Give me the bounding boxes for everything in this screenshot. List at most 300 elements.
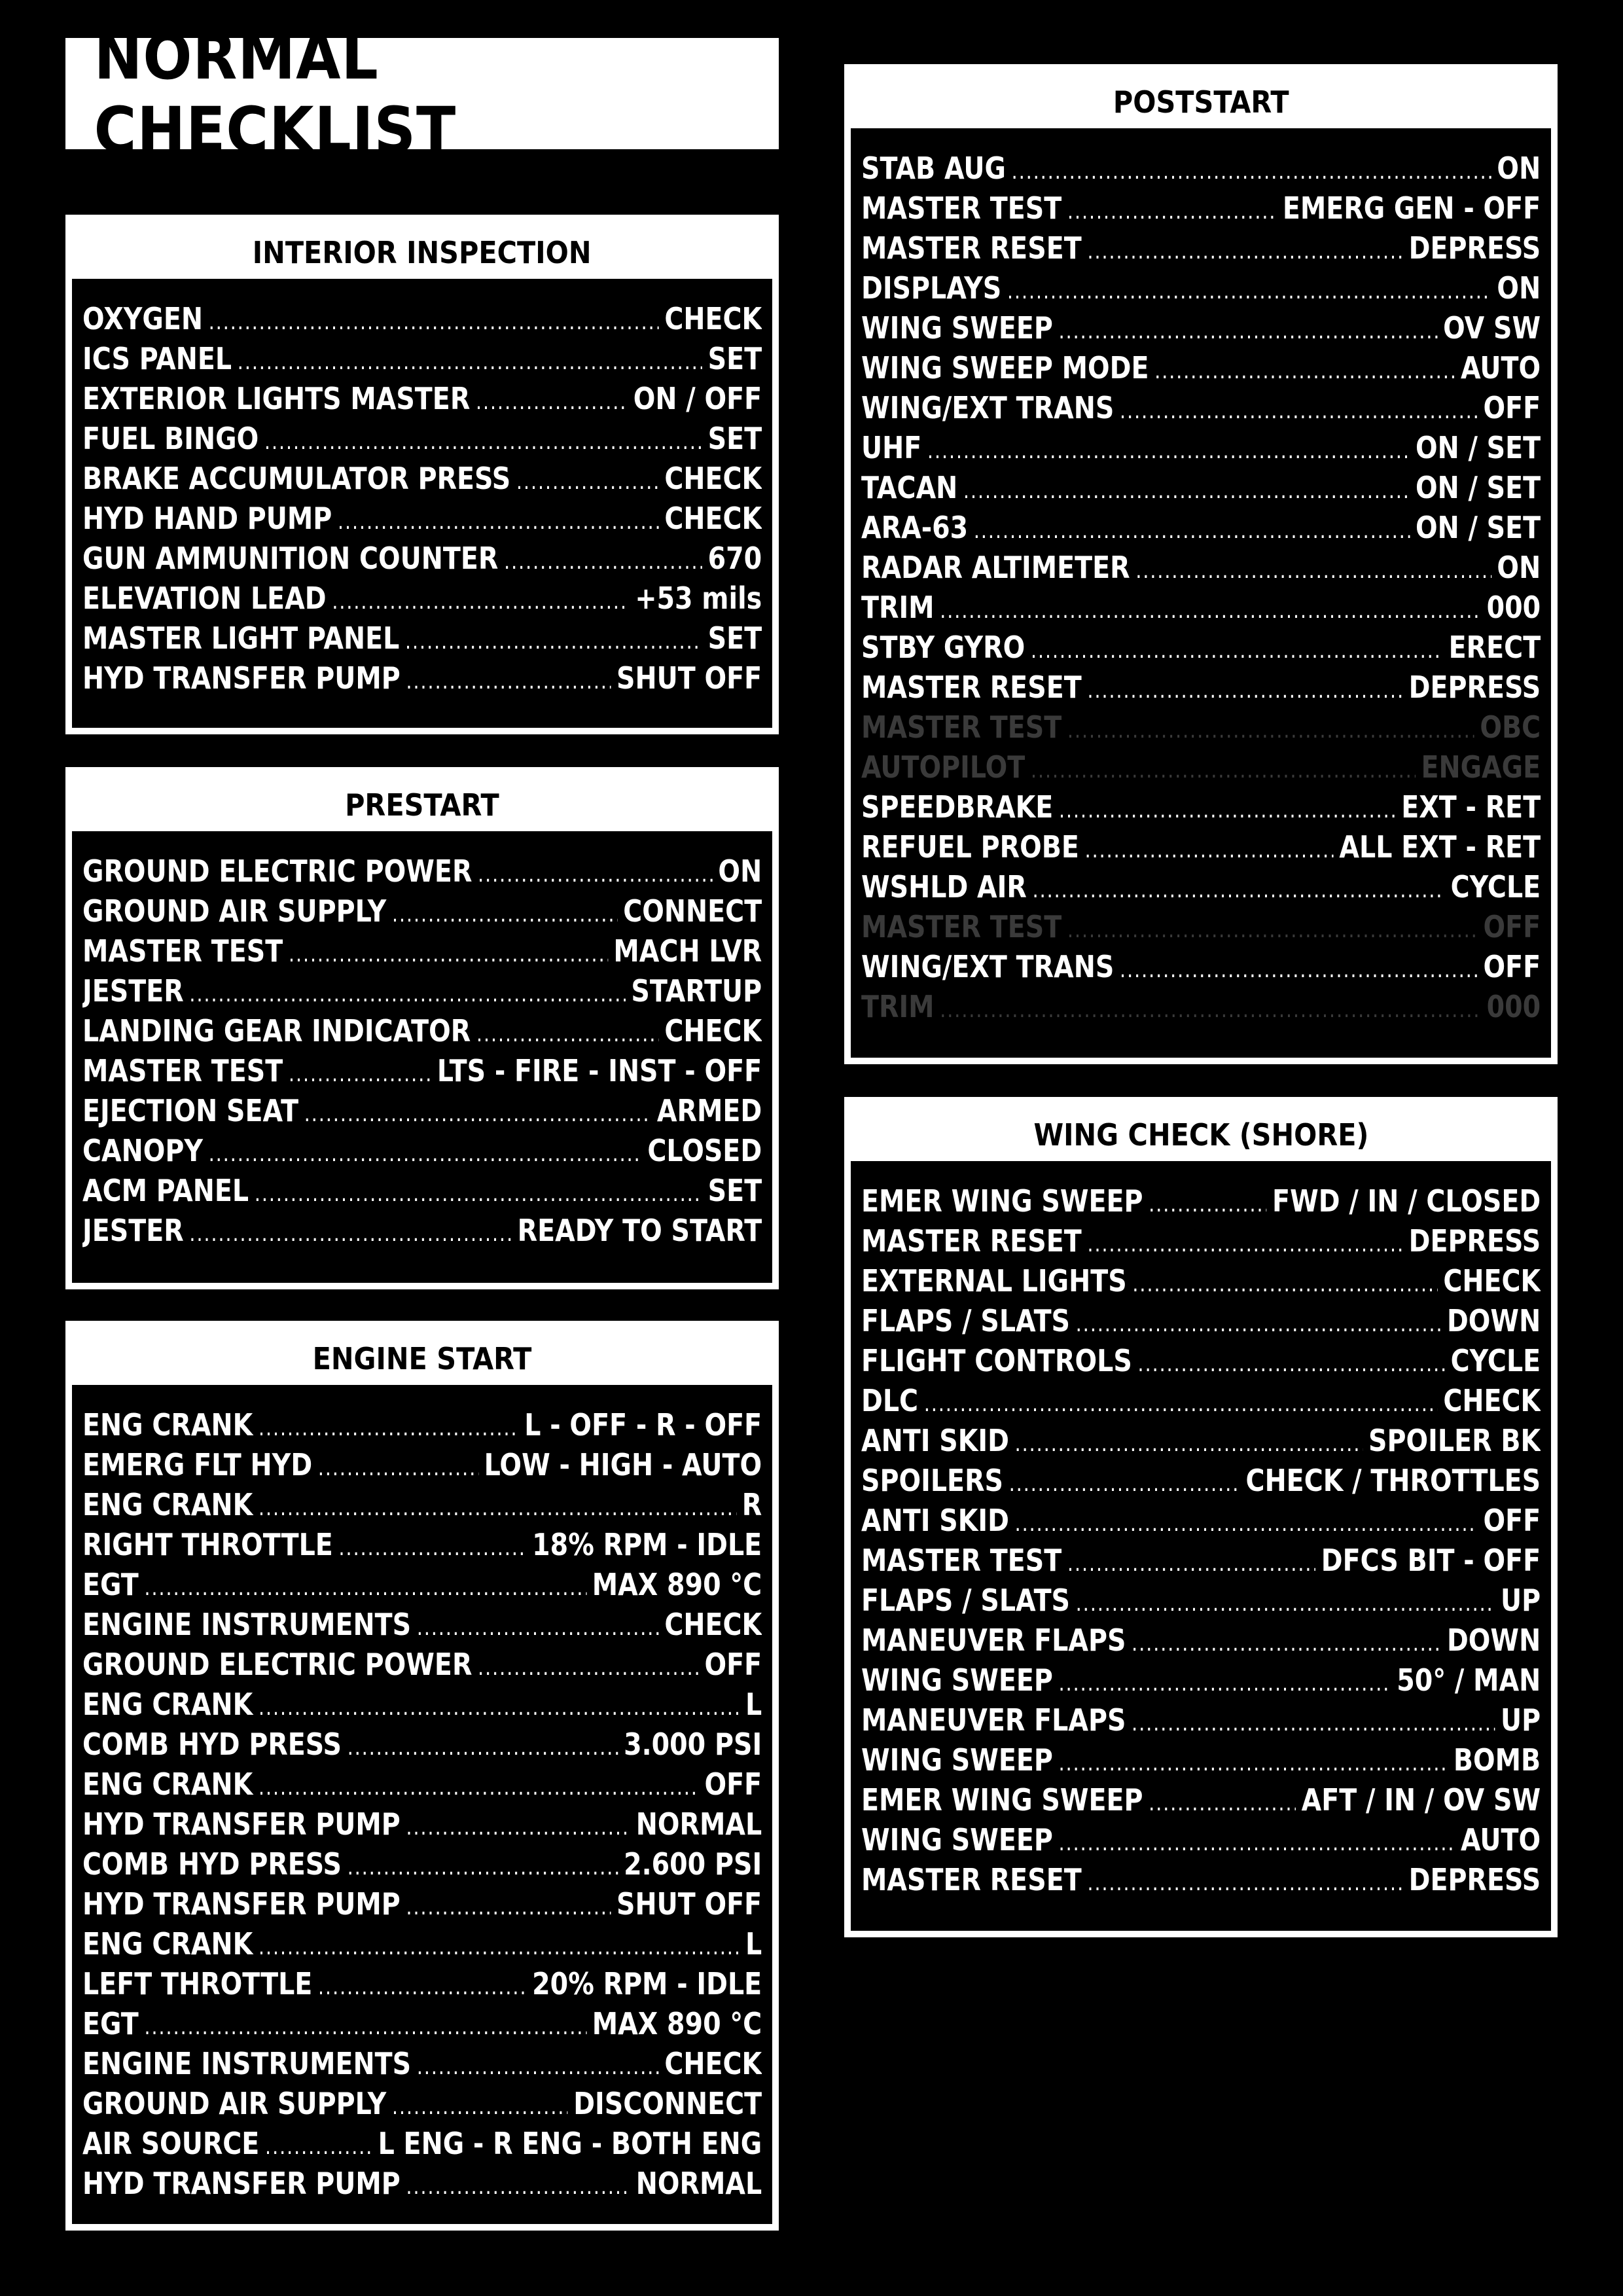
checklist-item-value: CLOSED	[647, 1133, 762, 1168]
checklist-item	[82, 1407, 762, 1447]
dot-leader	[406, 2174, 630, 2200]
checklist-item-value: DEPRESS	[1408, 670, 1541, 705]
checklist-item	[82, 1886, 762, 1926]
checklist-item-value: CHECK / THROTTLES	[1245, 1463, 1541, 1498]
checklist-item-label: HYD TRANSFER PUMP	[82, 2166, 401, 2201]
checklist-item-label: STBY GYRO	[861, 630, 1026, 665]
dot-leader	[1012, 158, 1491, 185]
checklist-item-label: HYD TRANSFER PUMP	[82, 1886, 401, 1922]
checklist-item-label: MASTER TEST	[861, 709, 1062, 745]
dot-leader	[1085, 837, 1334, 863]
checklist-item-value: OFF	[704, 1767, 762, 1802]
checklist-item-label: LANDING GEAR INDICATOR	[82, 1013, 471, 1049]
checklist-item	[861, 550, 1541, 590]
checklist-item-label: ARA-63	[861, 510, 969, 545]
dot-leader	[478, 861, 713, 888]
checklist-item-label: MASTER LIGHT PANEL	[82, 620, 400, 656]
dot-leader	[255, 1181, 702, 1207]
checklist-item	[861, 1223, 1541, 1263]
checklist-item-value: CYCLE	[1450, 1343, 1541, 1378]
dot-leader	[476, 1021, 659, 1047]
dot-leader	[1120, 398, 1478, 424]
dot-leader	[265, 2134, 372, 2160]
checklist-item-value: OFF	[1483, 909, 1541, 944]
checklist-item-label: FLIGHT CONTROLS	[861, 1343, 1132, 1378]
checklist-item-label: MASTER TEST	[82, 1053, 283, 1088]
dot-leader	[259, 1415, 519, 1441]
section-wing-check-shore	[844, 1097, 1558, 1937]
checklist-item	[861, 989, 1541, 1029]
checklist-item-label: BRAKE ACCUMULATOR PRESS	[82, 461, 511, 496]
dot-leader	[392, 2094, 568, 2120]
checklist-item-label: FUEL BINGO	[82, 421, 259, 456]
checklist-item-value: AFT / IN / OV SW	[1301, 1782, 1541, 1818]
checklist-item-label: EXTERIOR LIGHTS MASTER	[82, 381, 471, 416]
checklist-item-label: TRIM	[861, 989, 935, 1024]
checklist-item-value: 3.000 PSI	[624, 1727, 762, 1762]
checklist-item-label: ENG CRANK	[82, 1407, 253, 1443]
checklist-item	[861, 709, 1541, 749]
checklist-item-value: DOWN	[1446, 1623, 1541, 1658]
checklist-item-label: JESTER	[82, 1213, 184, 1248]
dot-leader	[1031, 637, 1443, 664]
dot-leader	[1058, 318, 1437, 344]
checklist-item	[861, 1862, 1541, 1902]
checklist-item	[82, 933, 762, 973]
checklist-item	[861, 949, 1541, 989]
checklist-item	[861, 749, 1541, 789]
dot-leader	[924, 1391, 1438, 1417]
checklist-item-label: MASTER TEST	[861, 909, 1062, 944]
checklist-item	[861, 270, 1541, 310]
checklist-item-label: ICS PANEL	[82, 341, 232, 376]
checklist-item-label: EMER WING SWEEP	[861, 1183, 1143, 1219]
page-title: NORMAL CHECKLIST	[94, 20, 457, 167]
checklist-item-value: L ENG - R ENG - BOTH ENG	[378, 2126, 762, 2161]
dot-leader	[504, 548, 702, 575]
checklist-item-label: JESTER	[82, 973, 184, 1009]
checklist-item-value: L	[745, 1926, 762, 1962]
checklist-item-label: WING/EXT TRANS	[861, 949, 1115, 984]
checklist-item-value: MACH LVR	[613, 933, 762, 969]
dot-leader	[348, 1734, 618, 1761]
checklist-item	[861, 1782, 1541, 1822]
dot-leader	[1132, 1710, 1495, 1736]
checklist-item-label: TACAN	[861, 470, 958, 505]
checklist-item-label: DISPLAYS	[861, 270, 1002, 306]
checklist-item-label: RADAR ALTIMETER	[861, 550, 1130, 585]
checklist-item-value: 18% RPM - IDLE	[532, 1527, 762, 1562]
checklist-item-value: CHECK	[1443, 1263, 1541, 1299]
dot-leader	[963, 478, 1410, 504]
checklist-item-value: DEPRESS	[1408, 1862, 1541, 1897]
checklist-item	[82, 381, 762, 421]
title-banner	[65, 20, 779, 167]
section-header: PRESTART	[72, 774, 772, 831]
checklist-item-value: OV SW	[1443, 310, 1541, 346]
checklist-item-value: CHECK	[664, 301, 762, 336]
checklist-item-label: ENGINE INSTRUMENTS	[82, 1607, 412, 1642]
checklist-item-value: ARMED	[656, 1093, 762, 1128]
checklist-item	[82, 660, 762, 700]
dot-leader	[1007, 278, 1491, 304]
checklist-item-label: OXYGEN	[82, 301, 203, 336]
checklist-item-label: EMERG FLT HYD	[82, 1447, 313, 1482]
checklist-item	[861, 1263, 1541, 1303]
checklist-item-label: WING SWEEP	[861, 310, 1053, 346]
checklist-item	[82, 1846, 762, 1886]
checklist-item-value: L - OFF - R - OFF	[524, 1407, 762, 1443]
dot-leader	[1067, 717, 1474, 744]
dot-leader	[1087, 1870, 1403, 1896]
section-header: POSTSTART	[851, 71, 1551, 128]
checklist-item-label: WSHLD AIR	[861, 869, 1027, 905]
checklist-item-value: +53 mils	[635, 581, 762, 616]
checklist-item-value: AUTO	[1461, 1822, 1541, 1857]
checklist-item-value: R	[741, 1487, 762, 1522]
checklist-item-label: ENG CRANK	[82, 1687, 253, 1722]
checklist-item	[861, 1463, 1541, 1503]
dot-leader	[1067, 917, 1478, 943]
checklist-item	[82, 341, 762, 381]
section-engine-start	[65, 1321, 779, 2231]
dot-leader	[516, 469, 659, 495]
checklist-item	[861, 1503, 1541, 1543]
dot-leader	[144, 2014, 586, 2040]
dot-leader	[1058, 1750, 1448, 1776]
checklist-item-label: ANTI SKID	[861, 1503, 1009, 1538]
checklist-item	[861, 230, 1541, 270]
dot-leader	[1031, 757, 1416, 783]
dot-leader	[1059, 797, 1396, 823]
checklist-item-value: DISCONNECT	[573, 2086, 762, 2121]
checklist-item-label: EXTERNAL LIGHTS	[861, 1263, 1127, 1299]
checklist-item-label: WING SWEEP	[861, 1662, 1053, 1698]
checklist-item	[82, 1966, 762, 2006]
checklist-item	[82, 1093, 762, 1133]
checklist-item	[82, 1687, 762, 1727]
checklist-item-value: OFF	[1483, 949, 1541, 984]
dot-leader	[406, 1814, 630, 1840]
checklist-item	[82, 1607, 762, 1647]
checklist-rows	[72, 831, 772, 1271]
checklist-item	[861, 151, 1541, 190]
dot-leader	[289, 1061, 432, 1087]
checklist-item	[861, 1662, 1541, 1702]
checklist-item-value: OFF	[1483, 1503, 1541, 1538]
checklist-item-label: MASTER TEST	[861, 190, 1062, 226]
checklist-item-label: STAB AUG	[861, 151, 1006, 186]
checklist-item	[82, 620, 762, 660]
checklist-item-label: EJECTION SEAT	[82, 1093, 299, 1128]
dot-leader	[417, 2054, 659, 2080]
checklist-item-label: RIGHT THROTTLE	[82, 1527, 333, 1562]
checklist-item	[861, 789, 1541, 829]
dot-leader	[406, 668, 611, 694]
checklist-item-label: HYD TRANSFER PUMP	[82, 1806, 401, 1842]
checklist-item	[861, 590, 1541, 630]
checklist-item-value: CONNECT	[623, 893, 762, 929]
checklist-item-value: CHECK	[664, 461, 762, 496]
checklist-item-label: FLAPS / SLATS	[861, 1303, 1071, 1338]
checklist-item	[861, 190, 1541, 230]
checklist-item-value: 000	[1486, 989, 1541, 1024]
checklist-item-value: 2.600 PSI	[624, 1846, 762, 1882]
dot-leader	[1076, 1590, 1495, 1617]
dot-leader	[259, 1695, 740, 1721]
checklist-item-value: CHECK	[664, 1607, 762, 1642]
checklist-item-value: ON / SET	[1415, 430, 1541, 465]
checklist-item-label: MANEUVER FLAPS	[861, 1702, 1126, 1738]
checklist-item-label: MASTER RESET	[861, 1862, 1082, 1897]
checklist-item-value: LOW - HIGH - AUTO	[484, 1447, 762, 1482]
checklist-item-value: 670	[707, 541, 762, 576]
checklist-item	[82, 1173, 762, 1213]
checklist-item-label: ENG CRANK	[82, 1487, 253, 1522]
checklist-item-label: REFUEL PROBE	[861, 829, 1079, 865]
checklist-item-value: SET	[707, 620, 762, 656]
checklist-item-value: SHUT OFF	[616, 660, 762, 696]
checklist-item-value: SET	[707, 421, 762, 456]
checklist-item-value: 50° / MAN	[1397, 1662, 1541, 1698]
checklist-item-value: BOMB	[1453, 1742, 1541, 1778]
checklist-item-label: UHF	[861, 430, 922, 465]
dot-leader	[259, 1774, 699, 1801]
section-interior-inspection	[65, 215, 779, 734]
checklist-item-label: SPOILERS	[861, 1463, 1004, 1498]
checklist-item	[861, 1423, 1541, 1463]
checklist-item-label: HYD TRANSFER PUMP	[82, 660, 401, 696]
checklist-item-label: DLC	[861, 1383, 919, 1418]
dot-leader	[1058, 1670, 1391, 1696]
dot-leader	[1154, 358, 1455, 384]
checklist-item-value: ALL EXT - RET	[1339, 829, 1541, 865]
checklist-item	[82, 1213, 762, 1253]
section-header: INTERIOR INSPECTION	[72, 221, 772, 279]
dot-leader	[1149, 1191, 1266, 1217]
checklist-item-value: STARTUP	[631, 973, 762, 1009]
dot-leader	[1009, 1471, 1240, 1497]
checklist-item-label: LEFT THROTTLE	[82, 1966, 313, 2001]
checklist-item-value: L	[745, 1687, 762, 1722]
checklist-item-label: WING SWEEP	[861, 1742, 1053, 1778]
checklist-item	[82, 2046, 762, 2086]
checklist-item	[861, 1623, 1541, 1662]
dot-leader	[1067, 1551, 1315, 1577]
checklist-item-value: CYCLE	[1450, 869, 1541, 905]
checklist-item-value: SHUT OFF	[616, 1886, 762, 1922]
dot-leader	[189, 1221, 512, 1247]
checklist-item-label: ENG CRANK	[82, 1767, 253, 1802]
dot-leader	[1015, 1511, 1478, 1537]
checklist-item-value: ON	[1497, 151, 1541, 186]
checklist-item	[82, 2086, 762, 2126]
checklist-rows	[851, 1161, 1551, 1920]
checklist-item	[82, 1487, 762, 1527]
checklist-item-label: WING SWEEP MODE	[861, 350, 1149, 386]
checklist-item-value: DEPRESS	[1408, 1223, 1541, 1259]
dot-leader	[304, 1101, 652, 1127]
checklist-item-value: FWD / IN / CLOSED	[1272, 1183, 1541, 1219]
checklist-item-value: ON / SET	[1415, 470, 1541, 505]
checklist-item-label: MANEUVER FLAPS	[861, 1623, 1126, 1658]
checklist-item-value: 20% RPM - IDLE	[532, 1966, 762, 2001]
checklist-item-label: AUTOPILOT	[861, 749, 1026, 785]
checklist-item	[82, 1806, 762, 1846]
checklist-item	[861, 829, 1541, 869]
dot-leader	[1087, 238, 1403, 264]
checklist-item	[82, 2166, 762, 2206]
section-poststart	[844, 64, 1558, 1064]
dot-leader	[332, 588, 629, 615]
checklist-item-label: ENGINE INSTRUMENTS	[82, 2046, 412, 2081]
checklist-item-value: SET	[707, 1173, 762, 1208]
checklist-item	[82, 1527, 762, 1567]
checklist-item-value: DOWN	[1446, 1303, 1541, 1338]
checklist-item	[82, 893, 762, 933]
checklist-item-label: WING SWEEP	[861, 1822, 1053, 1857]
dot-leader	[940, 598, 1481, 624]
checklist-item-value: ON / SET	[1415, 510, 1541, 545]
section-header: WING CHECK (SHORE)	[851, 1103, 1551, 1161]
dot-leader	[209, 309, 659, 335]
dot-leader	[144, 1575, 586, 1601]
dot-leader	[940, 997, 1481, 1023]
dot-leader	[1132, 1630, 1441, 1657]
dot-leader	[1058, 1830, 1455, 1856]
dot-leader	[1137, 1351, 1445, 1377]
dot-leader	[259, 1934, 740, 1960]
dot-leader	[476, 389, 628, 415]
checklist-item	[861, 1822, 1541, 1862]
checklist-item	[861, 470, 1541, 510]
checklist-item-value: ERECT	[1448, 630, 1541, 665]
dot-leader	[209, 1141, 642, 1167]
checklist-item	[861, 1303, 1541, 1343]
checklist-item-label: MASTER RESET	[861, 230, 1082, 266]
checklist-item-label: ELEVATION LEAD	[82, 581, 327, 616]
checklist-item	[861, 909, 1541, 949]
checklist-item-value: CHECK	[664, 1013, 762, 1049]
checklist-item	[861, 670, 1541, 709]
checklist-item	[861, 1383, 1541, 1423]
checklist-item-value: OBC	[1480, 709, 1541, 745]
checklist-item-value: SPOILER BK	[1368, 1423, 1541, 1458]
section-header: ENGINE START	[72, 1327, 772, 1385]
checklist-item-label: MASTER RESET	[861, 1223, 1082, 1259]
dot-leader	[1032, 877, 1445, 903]
checklist-item-value: OFF	[704, 1647, 762, 1682]
checklist-item	[861, 310, 1541, 350]
dot-leader	[974, 518, 1410, 544]
dot-leader	[1067, 198, 1277, 224]
dot-leader	[417, 1615, 659, 1641]
checklist-item-value: AUTO	[1461, 350, 1541, 386]
checklist-item	[861, 1343, 1541, 1383]
checklist-item-value: CHECK	[664, 2046, 762, 2081]
checklist-item	[861, 1583, 1541, 1623]
checklist-item	[861, 869, 1541, 909]
checklist-item-label: EMER WING SWEEP	[861, 1782, 1143, 1818]
checklist-item	[82, 501, 762, 541]
checklist-item-value: CHECK	[664, 501, 762, 536]
checklist-item	[82, 1727, 762, 1767]
checklist-item-value: CHECK	[1443, 1383, 1541, 1418]
checklist-item-label: GROUND AIR SUPPLY	[82, 893, 387, 929]
checklist-item-value: EXT - RET	[1401, 789, 1541, 825]
dot-leader	[348, 1854, 618, 1880]
checklist-item-label: COMB HYD PRESS	[82, 1846, 342, 1882]
checklist-item	[861, 350, 1541, 390]
checklist-item	[82, 2126, 762, 2166]
checklist-item	[82, 1447, 762, 1487]
dot-leader	[259, 1495, 736, 1521]
checklist-item-label: MASTER TEST	[861, 1543, 1062, 1578]
checklist-item-value: READY TO START	[517, 1213, 762, 1248]
checklist-item-value: 000	[1486, 590, 1541, 625]
checklist-item-value: DFCS BIT - OFF	[1321, 1543, 1541, 1578]
checklist-item-value: ON	[718, 853, 762, 889]
checklist-item-label: MASTER TEST	[82, 933, 283, 969]
dot-leader	[238, 349, 702, 375]
checklist-item	[861, 1543, 1541, 1583]
checklist-item-label: FLAPS / SLATS	[861, 1583, 1071, 1618]
checklist-item-label: ANTI SKID	[861, 1423, 1009, 1458]
checklist-rows	[851, 128, 1551, 1047]
checklist-item-label: GROUND AIR SUPPLY	[82, 2086, 387, 2121]
checklist-item	[861, 1742, 1541, 1782]
checklist-item	[861, 390, 1541, 430]
dot-leader	[392, 901, 618, 927]
checklist-item	[82, 853, 762, 893]
checklist-item-value: LTS - FIRE - INST - OFF	[437, 1053, 762, 1088]
checklist-item	[82, 581, 762, 620]
checklist-item	[82, 1926, 762, 1966]
dot-leader	[1120, 957, 1478, 983]
checklist-item-value: UP	[1501, 1583, 1541, 1618]
checklist-item	[82, 973, 762, 1013]
checklist-item-value: ON	[1497, 550, 1541, 585]
checklist-item	[861, 510, 1541, 550]
checklist-item-label: ENG CRANK	[82, 1926, 253, 1962]
checklist-item	[82, 1647, 762, 1687]
checklist-item-label: WING/EXT TRANS	[861, 390, 1115, 425]
dot-leader	[1149, 1790, 1296, 1816]
dot-leader	[1087, 1231, 1403, 1257]
checklist-item-value: NORMAL	[635, 1806, 762, 1842]
checklist-item-value: NORMAL	[635, 2166, 762, 2201]
checklist-item	[82, 421, 762, 461]
dot-leader	[927, 438, 1410, 464]
dot-leader	[1135, 558, 1491, 584]
checklist-item-label: TRIM	[861, 590, 935, 625]
dot-leader	[405, 628, 702, 655]
dot-leader	[406, 1894, 611, 1920]
dot-leader	[1087, 677, 1403, 704]
checklist-item	[82, 1053, 762, 1093]
checklist-item-value: OFF	[1483, 390, 1541, 425]
checklist-item-value: EMERG GEN - OFF	[1282, 190, 1541, 226]
checklist-item-label: HYD HAND PUMP	[82, 501, 332, 536]
dot-leader	[338, 509, 659, 535]
dot-leader	[478, 1655, 699, 1681]
dot-leader	[318, 1455, 478, 1481]
checklist-item-value: SET	[707, 341, 762, 376]
checklist-item-value: ON / OFF	[633, 381, 762, 416]
dot-leader	[264, 429, 702, 455]
checklist-item	[82, 1013, 762, 1053]
checklist-item-value: MAX 890 °C	[592, 2006, 762, 2041]
